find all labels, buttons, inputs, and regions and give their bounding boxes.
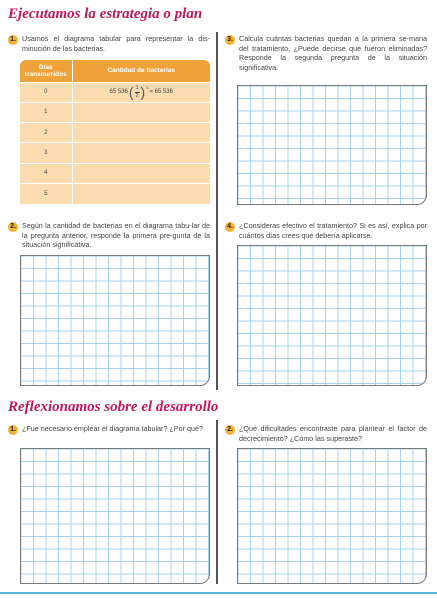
reflection-number-1: 1.	[8, 425, 18, 435]
day-cell: 3	[20, 143, 72, 163]
amount-cell[interactable]	[72, 183, 210, 203]
amount-cell[interactable]	[72, 102, 210, 122]
fraction-numerator: 1	[135, 85, 139, 92]
question-3-text: Calcula cuántas bacterias quedan a la primera se-mana del tratamiento. ¿Puede decirse que fueron eliminadas? Responde la segunda pregunta de la situación significativa.	[239, 34, 427, 72]
reflection-grid-1[interactable]	[20, 448, 210, 584]
question-2-text: Según la cantidad de bacterias en el diagrama tabu-lar de la pregunta anterior, responde la primera pre-gunta de la situación significativa.	[22, 221, 210, 250]
column-divider-2	[216, 420, 218, 584]
exponent: 0	[146, 84, 149, 90]
question-number-3: 3.	[225, 35, 235, 45]
amount-cell	[72, 82, 210, 102]
day-cell: 0	[20, 82, 72, 102]
section-title-reflection: Reflexionamos sobre el desarrollo	[8, 399, 219, 415]
answer-grid-2[interactable]	[20, 255, 210, 386]
formula-base: 65 536	[109, 89, 128, 96]
column-divider	[216, 32, 218, 390]
reflection-grid-2[interactable]	[237, 448, 427, 584]
question-number-2: 2.	[8, 222, 18, 232]
reflection-2-text: ¿Qué dificultades encontraste para plantear el factor de decrecimiento? ¿Cómo las superaste?	[239, 424, 427, 443]
amount-cell[interactable]	[72, 163, 210, 183]
day-cell: 5	[20, 183, 72, 203]
reflection-number-2: 2.	[225, 425, 235, 435]
amount-cell[interactable]	[72, 123, 210, 143]
question-number-4: 4.	[225, 222, 235, 232]
fraction	[135, 85, 140, 99]
fraction-denominator: 2	[135, 92, 139, 99]
day-cell: 2	[20, 123, 72, 143]
question-number-1: 1.	[8, 35, 18, 45]
page-bottom-rule	[0, 592, 437, 594]
table-row	[20, 123, 210, 143]
answer-grid-3[interactable]	[237, 85, 427, 205]
day-cell: 4	[20, 163, 72, 183]
table-row	[20, 143, 210, 163]
table-header-amount: Cantidad de bacterias	[72, 60, 210, 82]
section-title-strategy: Ejecutamos la estrategia o plan	[8, 6, 203, 22]
table-row	[20, 102, 210, 122]
answer-grid-4[interactable]	[237, 245, 427, 386]
formula	[110, 85, 173, 99]
question-1-text: Usamos el diagrama tabular para representar la dis-minución de las bacterias.	[22, 34, 210, 53]
amount-cell[interactable]	[72, 143, 210, 163]
reflection-1-text: ¿Fue necesario emplear el diagrama tabular? ¿Por qué?	[22, 424, 203, 433]
day-cell: 1	[20, 102, 72, 122]
table-row	[20, 82, 210, 102]
left-paren: (	[128, 84, 134, 101]
table-row	[20, 163, 210, 183]
question-4-text: ¿Consideras efectivo el tratamiento? Si es así, explica por cuántos días crees que debería aplicarse.	[239, 221, 427, 240]
table-header-days: Días transcurridos	[20, 60, 72, 82]
right-paren: )	[140, 84, 146, 101]
table-row	[20, 183, 210, 203]
bacteria-table	[20, 60, 210, 204]
formula-result: = 65 536	[149, 89, 173, 96]
